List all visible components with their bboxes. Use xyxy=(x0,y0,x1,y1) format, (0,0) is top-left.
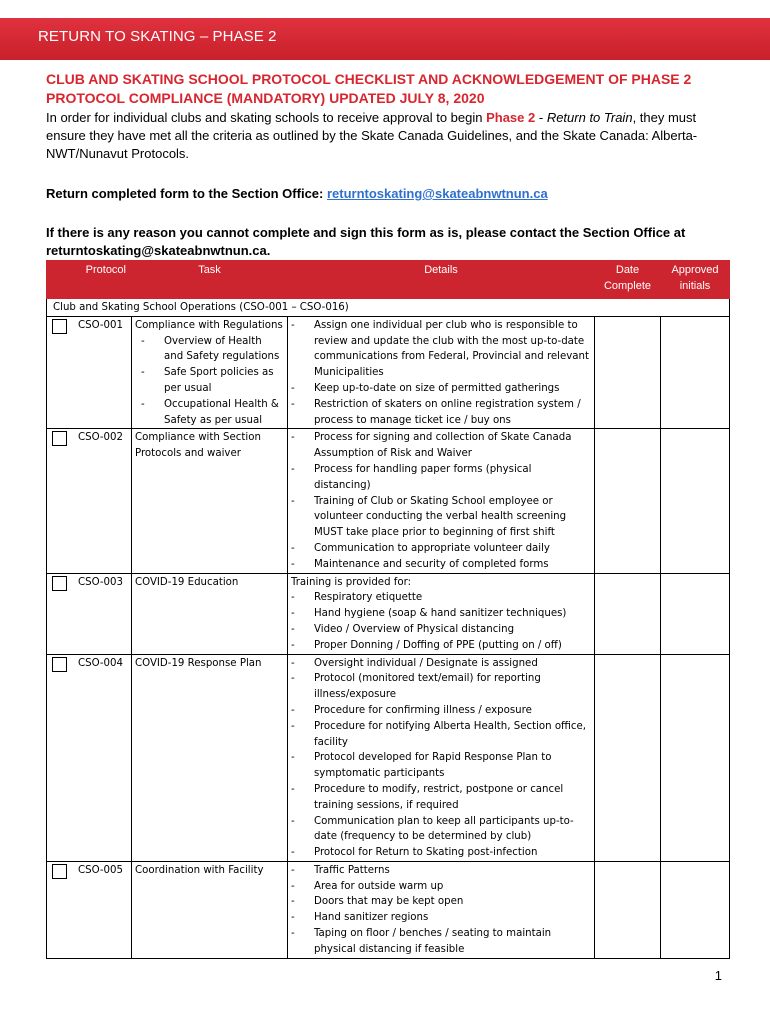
bullet-dash: - xyxy=(291,896,295,908)
return-label: Return completed form to the Section Office: xyxy=(46,186,327,201)
details-item xyxy=(291,879,591,895)
details-text: Doors that may be kept open xyxy=(314,896,464,908)
bullet-dash: - xyxy=(291,928,295,940)
details-item xyxy=(291,557,591,573)
task-sub-item xyxy=(135,334,284,366)
details-cell xyxy=(288,861,595,958)
task-title: Coordination with Facility xyxy=(135,864,264,876)
return-instructions xyxy=(46,186,736,201)
details-text: Area for outside warm up xyxy=(314,880,444,892)
date-complete-cell[interactable] xyxy=(595,316,661,429)
page-number: 1 xyxy=(714,968,722,983)
approved-initials-cell[interactable] xyxy=(661,429,730,573)
section-title: Club and Skating School Operations (CSO-001 – CSO-016) xyxy=(47,299,730,317)
task-cell xyxy=(132,573,288,654)
bullet-dash: - xyxy=(141,335,145,347)
task-title: Compliance with Section Protocols and waiver xyxy=(135,432,261,460)
details-text: Training of Club or Skating School employee or volunteer conducting the verbal health screening MUST take place prior to beginning of first shift xyxy=(314,495,567,539)
protocol-cell xyxy=(47,861,132,958)
details-text: Proper Donning / Doffing of PPE (putting on / off) xyxy=(314,639,562,651)
contact-instructions: If there is any reason you cannot complete and sign this form as is, please contact the Section Office at returntoskating@skateabnwtnun.ca. xyxy=(46,225,686,258)
protocol-checkbox[interactable] xyxy=(52,576,67,591)
task-sub-text: Safe Sport policies as per usual xyxy=(164,367,274,394)
protocol-checkbox[interactable] xyxy=(52,864,67,879)
page-banner xyxy=(0,18,770,60)
task-sub-text: Overview of Health and Safety regulations xyxy=(164,335,280,363)
details-text: Restriction of skaters on online registration system / process to manage ticket ice / buy ons xyxy=(314,398,581,426)
approved-initials-cell[interactable] xyxy=(661,316,730,429)
protocol-code: CSO-004 xyxy=(78,657,124,669)
table-row xyxy=(47,861,730,958)
details-item xyxy=(291,719,591,751)
details-item xyxy=(291,750,591,782)
details-item xyxy=(291,430,591,462)
details-text: Process for handling paper forms (physical distancing) xyxy=(314,463,532,491)
details-text: Respiratory etiquette xyxy=(314,592,423,604)
table-row xyxy=(47,316,730,429)
protocol-cell xyxy=(47,316,132,429)
details-text: Protocol for Return to Skating post-infection xyxy=(314,847,538,859)
bullet-dash: - xyxy=(291,463,295,475)
header-protocol: Protocol xyxy=(47,261,132,299)
details-cell xyxy=(288,316,595,429)
bullet-dash: - xyxy=(291,592,295,604)
bullet-dash: - xyxy=(141,398,145,410)
details-item xyxy=(291,926,591,958)
approved-initials-cell[interactable] xyxy=(661,861,730,958)
table-header-row xyxy=(47,261,730,299)
protocol-cell xyxy=(47,654,132,861)
details-text: Oversight individual / Designate is assigned xyxy=(314,657,538,669)
bullet-dash: - xyxy=(291,847,295,859)
header-task: Task xyxy=(132,261,288,299)
bullet-dash: - xyxy=(291,673,295,685)
table-row xyxy=(47,654,730,861)
protocol-checkbox[interactable] xyxy=(52,431,67,446)
date-complete-cell[interactable] xyxy=(595,654,661,861)
protocol-checkbox[interactable] xyxy=(52,319,67,334)
bullet-dash: - xyxy=(291,495,295,507)
details-text: Traffic Patterns xyxy=(314,864,390,876)
details-text: Keep up-to-date on size of permitted gatherings xyxy=(314,382,560,394)
task-cell xyxy=(132,861,288,958)
bullet-dash: - xyxy=(141,367,145,379)
details-text: Assign one individual per club who is responsible to review and update the club with the most up-to-date communications from Federal, Provincial and relevant Municipalities xyxy=(314,319,589,379)
intro-after: , they must ensure they have met all the criteria as outlined by the Skate Canada Guidelines, and the Skate Canada: Alberta-NWT/Nunavut Protocols. xyxy=(46,110,698,161)
table-row xyxy=(47,429,730,573)
bullet-dash: - xyxy=(291,752,295,764)
bullet-dash: - xyxy=(291,864,295,876)
details-item xyxy=(291,638,591,654)
task-title: COVID-19 Response Plan xyxy=(135,657,262,669)
document-subtitle: CLUB AND SKATING SCHOOL PROTOCOL CHECKLIST AND ACKNOWLEDGEMENT OF PHASE 2 PROTOCOL COMPLIANCE (MANDATORY) UPDATED JULY 8, 2020 xyxy=(46,71,692,106)
bullet-dash: - xyxy=(291,623,295,635)
details-item xyxy=(291,910,591,926)
details-item xyxy=(291,782,591,814)
details-text: Protocol (monitored text/email) for reporting illness/exposure xyxy=(314,673,541,701)
return-email-link[interactable]: returntoskating@skateabnwtnun.ca xyxy=(326,186,548,201)
banner-title: RETURN TO SKATING – PHASE 2 xyxy=(38,28,277,45)
protocol-code: CSO-002 xyxy=(78,432,124,444)
details-intro: Training is provided for: xyxy=(291,576,412,588)
details-item xyxy=(291,381,591,397)
bullet-dash: - xyxy=(291,720,295,732)
details-text: Communication to appropriate volunteer daily xyxy=(314,542,550,554)
task-cell xyxy=(132,429,288,573)
task-title: COVID-19 Education xyxy=(135,576,239,588)
bullet-dash: - xyxy=(291,608,295,620)
intro-before: In order for individual clubs and skating schools to receive approval to begin xyxy=(46,110,487,125)
details-cell xyxy=(288,654,595,861)
protocol-checkbox[interactable] xyxy=(52,657,67,672)
details-item xyxy=(291,590,591,606)
checklist-table xyxy=(46,260,730,959)
details-item xyxy=(291,462,591,494)
protocol-cell xyxy=(47,429,132,573)
details-item xyxy=(291,845,591,861)
bullet-dash: - xyxy=(291,880,295,892)
details-text: Procedure to modify, restrict, postpone or cancel training sessions, if required xyxy=(314,783,564,811)
details-text: Process for signing and collection of Skate Canada Assumption of Risk and Waiver xyxy=(314,432,572,460)
intro-paragraph xyxy=(46,109,736,163)
details-item xyxy=(291,494,591,541)
details-text: Video / Overview of Physical distancing xyxy=(314,623,515,635)
bullet-dash: - xyxy=(291,319,295,331)
bullet-dash: - xyxy=(291,639,295,651)
details-item xyxy=(291,703,591,719)
approved-initials-cell[interactable] xyxy=(661,573,730,654)
details-item xyxy=(291,671,591,703)
protocol-code: CSO-003 xyxy=(78,576,124,588)
details-item xyxy=(291,397,591,429)
details-text: Hand sanitizer regions xyxy=(314,912,429,924)
bullet-dash: - xyxy=(291,912,295,924)
details-text: Communication plan to keep all participants up-to-date (frequency to be determined by club) xyxy=(314,815,574,843)
task-cell xyxy=(132,316,288,429)
task-sub-item xyxy=(135,397,284,429)
protocol-cell xyxy=(47,573,132,654)
details-item xyxy=(291,656,591,672)
bullet-dash: - xyxy=(291,398,295,410)
details-item xyxy=(291,814,591,846)
bullet-dash: - xyxy=(291,704,295,716)
details-item xyxy=(291,541,591,557)
details-text: Maintenance and security of completed forms xyxy=(314,558,549,570)
table-body xyxy=(47,299,730,959)
intro-italic: Return to Train xyxy=(546,110,633,125)
bullet-dash: - xyxy=(291,783,295,795)
table-row xyxy=(47,573,730,654)
details-text: Procedure for notifying Alberta Health, Section office, facility xyxy=(314,720,587,748)
details-item xyxy=(291,863,591,879)
protocol-code: CSO-001 xyxy=(78,319,124,331)
date-complete-cell[interactable] xyxy=(595,861,661,958)
details-cell xyxy=(288,573,595,654)
details-item xyxy=(291,318,591,381)
task-sub-text: Occupational Health & Safety as per usual xyxy=(164,398,279,426)
bullet-dash: - xyxy=(291,558,295,570)
bullet-dash: - xyxy=(291,815,295,827)
task-title: Compliance with Regulations xyxy=(135,319,283,331)
details-item xyxy=(291,894,591,910)
intro-dash: - xyxy=(535,110,547,125)
bullet-dash: - xyxy=(291,657,295,669)
intro-phase: Phase 2 xyxy=(486,110,536,125)
task-sub-item xyxy=(135,365,284,397)
task-cell xyxy=(132,654,288,861)
date-complete-cell[interactable] xyxy=(595,573,661,654)
header-approved-initials: Approved initials xyxy=(661,261,730,299)
header-date-complete: Date Complete xyxy=(595,261,661,299)
protocol-code: CSO-005 xyxy=(78,864,124,876)
date-complete-cell[interactable] xyxy=(595,429,661,573)
bullet-dash: - xyxy=(291,432,295,444)
section-row xyxy=(47,299,730,317)
checklist-table-wrap xyxy=(46,260,729,959)
details-text: Taping on floor / benches / seating to maintain physical distancing if feasible xyxy=(314,928,552,955)
details-text: Hand hygiene (soap & hand sanitizer techniques) xyxy=(314,608,567,620)
details-text: Procedure for confirming illness / exposure xyxy=(314,704,532,716)
details-text: Protocol developed for Rapid Response Plan to symptomatic participants xyxy=(314,752,552,780)
details-item xyxy=(291,622,591,638)
approved-initials-cell[interactable] xyxy=(661,654,730,861)
header-details: Details xyxy=(288,261,595,299)
details-cell xyxy=(288,429,595,573)
bullet-dash: - xyxy=(291,542,295,554)
bullet-dash: - xyxy=(291,382,295,394)
details-item xyxy=(291,606,591,622)
